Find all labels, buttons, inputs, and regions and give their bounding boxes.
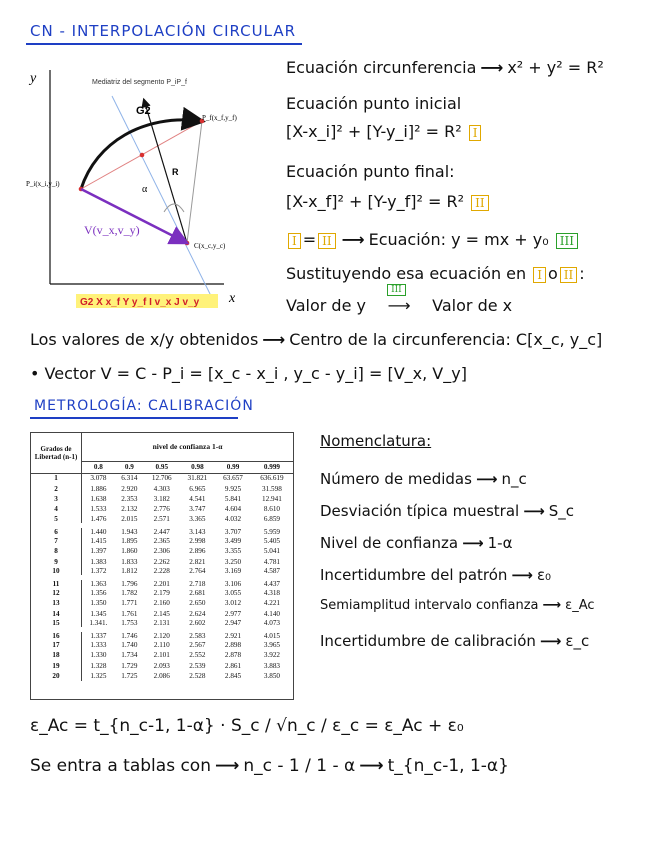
value-cell: 1.812: [121, 566, 138, 575]
nomenclatura-label: Nivel de confianza: [320, 534, 459, 552]
value-cell: 2.681: [189, 588, 206, 597]
value-cell: 1.341.: [89, 618, 108, 627]
nomenclatura-label: Desviación típica muestral: [320, 502, 520, 520]
value-cell: 1.350: [90, 599, 107, 608]
dof-cell: 3: [31, 494, 82, 504]
value-cell: 2.179: [153, 588, 170, 597]
value-cell: 4.587: [263, 566, 280, 575]
mediatriz-label: Mediatriz del segmento P_iP_f: [92, 79, 187, 86]
nomenclatura-label: Incertidumbre de calibración: [320, 632, 536, 650]
table-row: [31, 556, 293, 566]
value-cell: 2.228: [153, 566, 170, 575]
formula-epsilon: ε_Ac = t_{n_c-1, 1-α} · S_c / √n_c / ε_c = ε_Ac + ε₀: [30, 716, 464, 736]
value-cell: 1.746: [121, 631, 138, 640]
table-corner: Grados de Libertad (n-1): [31, 433, 82, 473]
box-i-sust: I: [533, 267, 546, 283]
value-cell: 1.796: [121, 579, 138, 588]
value-cell: 2.571: [153, 514, 170, 523]
table-row: [31, 629, 293, 640]
value-cell: 3.499: [224, 536, 242, 545]
dof-cell: 10: [31, 567, 82, 578]
value-cell: 3.850: [263, 672, 280, 681]
value-cell: 3.250: [224, 557, 242, 566]
value-cell: 4.073: [263, 618, 280, 627]
value-cell: 3.355: [224, 547, 242, 556]
level-header: 0.8: [82, 461, 115, 473]
value-cell: 2.552: [189, 651, 206, 660]
table-row: [31, 598, 293, 608]
value-cell: 3.965: [263, 641, 280, 650]
nomenclatura-label: Semiamplitud intervalo confianza: [320, 598, 539, 613]
value-cell: 2.201: [153, 579, 170, 588]
box-ii: II: [471, 195, 488, 211]
dof-cell: 4: [31, 504, 82, 514]
sustituyendo: Sustituyendo esa ecuación en I o II :: [286, 264, 585, 283]
value-cell: 1.363: [90, 579, 107, 588]
value-cell: 5.959: [263, 527, 280, 536]
dof-cell: 5: [31, 515, 82, 526]
dof-cell: 18: [31, 650, 82, 660]
value-cell: 31.598: [262, 484, 282, 493]
midpoint-dot: [140, 153, 145, 158]
table-row: [31, 609, 293, 619]
nomenclatura-symbol: n_c: [501, 470, 527, 488]
pf-label: P_f(x_f,y_f): [202, 114, 237, 122]
value-cell: 2.764: [189, 566, 206, 575]
nomenclatura-symbol: ε_Ac: [565, 598, 595, 613]
value-cell: 2.365: [153, 536, 170, 545]
dof-cell: 19: [31, 661, 82, 671]
table-row: [31, 640, 293, 650]
dof-cell: 1: [31, 473, 82, 483]
value-cell: 2.528: [189, 672, 206, 681]
nomenclatura-symbol: 1-α: [487, 534, 513, 552]
value-cell: 1.734: [121, 651, 138, 660]
r-label: R: [172, 167, 179, 177]
value-cell: 4.015: [263, 631, 280, 640]
level-header: 0.999: [251, 461, 293, 473]
value-cell: 2.160: [153, 599, 170, 608]
box-iii: III: [556, 233, 578, 249]
value-cell: 1.328: [90, 661, 107, 670]
value-cell: 1.860: [121, 547, 138, 556]
value-cell: 2.650: [189, 599, 206, 608]
box-i-combine: I: [288, 233, 301, 249]
eq-inicial: [X-x_i]² + [Y-y_i]² = R² I: [286, 122, 483, 141]
value-cell: 3.747: [189, 505, 206, 514]
section-title-metrologia: METROLOGÍA: CALIBRACIÓN: [34, 398, 254, 414]
table-row: [31, 515, 293, 526]
value-cell: 4.303: [153, 484, 170, 493]
nomenclatura-item: Incertidumbre de calibración ⟶ ε_c: [320, 632, 590, 650]
eq-final: [X-x_f]² + [Y-y_f]² = R² II: [286, 192, 491, 211]
value-cell: 1.740: [121, 641, 138, 650]
level-header: 0.95: [144, 461, 180, 473]
value-cell: 636.619: [260, 474, 284, 483]
value-cell: 1.761: [121, 609, 138, 618]
value-cell: 2.998: [189, 536, 206, 545]
table-row: [31, 483, 293, 493]
nomenclatura-item: Número de medidas ⟶ n_c: [320, 470, 527, 488]
value-cell: 63.657: [223, 474, 243, 483]
value-cell: 2.896: [189, 547, 206, 556]
alpha-arc: [164, 204, 184, 212]
value-cell: 1.333: [90, 641, 107, 650]
dof-cell: 12: [31, 588, 82, 598]
value-cell: 1.415: [90, 536, 107, 545]
table-row: [31, 661, 293, 671]
title-underline-2: [30, 417, 238, 419]
box-ii-sust: II: [560, 267, 577, 283]
value-cell: 3.922: [263, 651, 280, 660]
value-cell: 8.610: [263, 505, 280, 514]
table-row: [31, 619, 293, 630]
level-header: 0.9: [115, 461, 144, 473]
value-cell: 3.143: [189, 527, 206, 536]
value-cell: 1.337: [90, 631, 107, 640]
center-dot: [185, 241, 190, 246]
dof-cell: 14: [31, 609, 82, 619]
value-cell: 3.169: [224, 566, 242, 575]
value-cell: 2.110: [153, 641, 170, 650]
value-cell: 12.941: [262, 494, 282, 503]
value-cell: 1.356: [90, 588, 107, 597]
value-cell: 9.925: [224, 484, 242, 493]
eq-inicial-label: Ecuación punto inicial: [286, 94, 462, 113]
value-cell: 2.602: [189, 618, 206, 627]
value-cell: 5.405: [263, 536, 280, 545]
dof-cell: 16: [31, 629, 82, 640]
value-cell: 1.383: [90, 557, 107, 566]
table-row: [31, 650, 293, 660]
dof-cell: 20: [31, 671, 82, 681]
value-cell: 2.353: [121, 494, 138, 503]
value-cell: 6.314: [121, 474, 138, 483]
value-cell: 1.729: [121, 661, 138, 670]
value-cell: 2.093: [153, 661, 170, 670]
value-cell: 4.140: [263, 609, 280, 618]
nomenclatura-item: Semiamplitud intervalo confianza ⟶ ε_Ac: [320, 598, 595, 613]
table-header-level: nivel de confianza 1-α: [82, 433, 294, 461]
value-cell: 4.604: [224, 505, 242, 514]
mediatriz-line: [112, 96, 214, 302]
value-cell: 2.086: [153, 672, 170, 681]
value-cell: 2.776: [153, 505, 170, 514]
y-axis-label: y: [30, 71, 37, 86]
value-cell: 1.725: [121, 672, 138, 681]
pi-label: P_i(x_i,y_i): [26, 180, 60, 188]
nomenclatura-symbol: ε_c: [565, 632, 590, 650]
table-row: [31, 536, 293, 546]
g2-command: G2 X x_f Y y_f I v_x J v_y: [80, 297, 200, 308]
dof-cell: 17: [31, 640, 82, 650]
x-axis-label: x: [229, 291, 236, 306]
nomenclatura-title: Nomenclatura:: [320, 432, 432, 450]
value-cell: 5.041: [263, 547, 280, 556]
eq-final-label: Ecuación punto final:: [286, 162, 455, 181]
value-cell: 1.638: [90, 494, 107, 503]
value-cell: 2.539: [189, 661, 206, 670]
dof-cell: 15: [31, 619, 82, 630]
value-cell: 4.781: [263, 557, 280, 566]
value-cell: 2.718: [189, 579, 206, 588]
radius-to-pf: [187, 121, 202, 243]
nomenclatura-symbol: ε₀: [536, 566, 552, 584]
value-cell: 3.182: [153, 494, 170, 503]
value-cell: 4.318: [263, 588, 280, 597]
value-cell: 2.920: [121, 484, 138, 493]
value-cell: 12.706: [151, 474, 172, 483]
value-cell: 2.583: [189, 631, 206, 640]
dof-cell: 13: [31, 598, 82, 608]
value-cell: 1.782: [121, 588, 138, 597]
t-student-table: [30, 432, 294, 700]
value-cell: 2.947: [224, 618, 242, 627]
box-ii-combine: II: [318, 233, 335, 249]
value-cell: 1.895: [121, 536, 138, 545]
nomenclatura-label: Incertidumbre del patrón: [320, 566, 508, 584]
table-row: [31, 577, 293, 588]
g2-label: G2: [136, 105, 151, 117]
nomenclatura-item: Desviación típica muestral ⟶ S_c: [320, 502, 575, 520]
value-cell: 3.055: [224, 588, 242, 597]
value-cell: 2.845: [224, 672, 242, 681]
value-cell: 2.861: [224, 661, 242, 670]
value-cell: 1.753: [121, 618, 138, 627]
level-header: 0.99: [215, 461, 251, 473]
table-row: [31, 546, 293, 556]
value-cell: 2.447: [153, 527, 170, 536]
value-cell: 1.345: [90, 609, 107, 618]
value-cell: 3.078: [90, 474, 107, 483]
value-cell: 2.101: [153, 651, 170, 660]
value-cell: 6.965: [189, 484, 206, 493]
value-cell: 1.943: [121, 527, 138, 536]
value-cell: 2.878: [224, 651, 242, 660]
vector-line: • Vector V = C - P_i = [x_c - x_i , y_c - y_i] = [V_x, V_y]: [30, 364, 467, 383]
level-header: 0.98: [180, 461, 216, 473]
dof-cell: 7: [31, 536, 82, 546]
value-cell: 1.397: [90, 547, 107, 556]
table-row: [31, 494, 293, 504]
value-cell: 1.833: [121, 557, 138, 566]
nomenclatura-symbol: S_c: [548, 502, 575, 520]
value-cell: 3.707: [224, 527, 242, 536]
value-cell: 1.886: [90, 484, 107, 493]
value-cell: 1.325: [90, 672, 107, 681]
value-cell: 6.859: [263, 514, 280, 523]
value-cell: 2.132: [121, 505, 138, 514]
value-cell: 3.012: [224, 599, 242, 608]
value-cell: 4.032: [224, 514, 242, 523]
title-underline: [26, 43, 302, 45]
dof-cell: 8: [31, 546, 82, 556]
value-cell: 2.015: [121, 514, 138, 523]
box-iii-arrow: III: [387, 284, 406, 296]
dof-cell: 9: [31, 556, 82, 566]
table-row: [31, 671, 293, 681]
table-row: [31, 504, 293, 514]
box-i: I: [469, 125, 482, 141]
value-cell: 2.120: [153, 631, 170, 640]
value-cell: 3.883: [263, 661, 280, 670]
value-cell: 2.567: [189, 641, 206, 650]
dof-cell: 2: [31, 483, 82, 493]
value-cell: 3.106: [224, 579, 242, 588]
value-cell: 2.821: [189, 557, 206, 566]
center-label: C(x_c,y_c): [194, 242, 226, 250]
section-title-cn: CN - INTERPOLACIÓN CIRCULAR: [30, 22, 297, 40]
eq-circunferencia: Ecuación circunferencia ⟶ x² + y² = R²: [286, 58, 604, 77]
valor-y-x: Valor de y III ⟶ Valor de x: [286, 285, 513, 315]
dof-cell: 6: [31, 525, 82, 536]
table-row: [31, 473, 293, 483]
vector-label: V(v_x,v_y): [84, 223, 140, 237]
value-cell: 1.771: [121, 599, 138, 608]
value-cell: 1.330: [90, 651, 107, 660]
interpolation-diagram: [24, 62, 270, 310]
value-cell: 4.221: [263, 599, 280, 608]
value-cell: 2.977: [224, 609, 242, 618]
table-row: [31, 525, 293, 536]
value-cell: 3.365: [189, 514, 206, 523]
dof-cell: 11: [31, 577, 82, 588]
value-cell: 1.372: [90, 566, 107, 575]
table-row: [31, 567, 293, 578]
eq-combine: I = II ⟶ Ecuación: y = mx + y₀ III: [286, 230, 580, 249]
alpha-label: α: [142, 184, 148, 195]
formula-tablas: Se entra a tablas con ⟶ n_c - 1 / 1 - α ⟶ t_{n_c-1, 1-α}: [30, 756, 509, 776]
value-cell: 2.306: [153, 547, 170, 556]
value-cell: 2.898: [224, 641, 242, 650]
value-cell: 1.533: [90, 505, 107, 514]
table-row: [31, 588, 293, 598]
value-cell: 31.821: [187, 474, 208, 483]
nomenclatura-item: Incertidumbre del patrón ⟶ ε₀: [320, 566, 552, 584]
value-cell: 4.437: [263, 579, 280, 588]
value-cell: 2.262: [153, 557, 170, 566]
value-cell: 2.624: [189, 609, 206, 618]
nomenclatura-label: Número de medidas: [320, 470, 472, 488]
valores-obtenidos: Los valores de x/y obtenidos ⟶ Centro de la circunferencia: C[x_c, y_c]: [30, 330, 603, 349]
value-cell: 2.131: [153, 618, 170, 627]
value-cell: 1.476: [90, 514, 107, 523]
value-cell: 2.921: [224, 631, 242, 640]
nomenclatura-item: Nivel de confianza ⟶ 1-α: [320, 534, 513, 552]
value-cell: 5.841: [224, 494, 242, 503]
value-cell: 2.145: [153, 609, 170, 618]
value-cell: 4.541: [189, 494, 206, 503]
confidence-table: [31, 433, 293, 681]
value-cell: 1.440: [90, 527, 107, 536]
